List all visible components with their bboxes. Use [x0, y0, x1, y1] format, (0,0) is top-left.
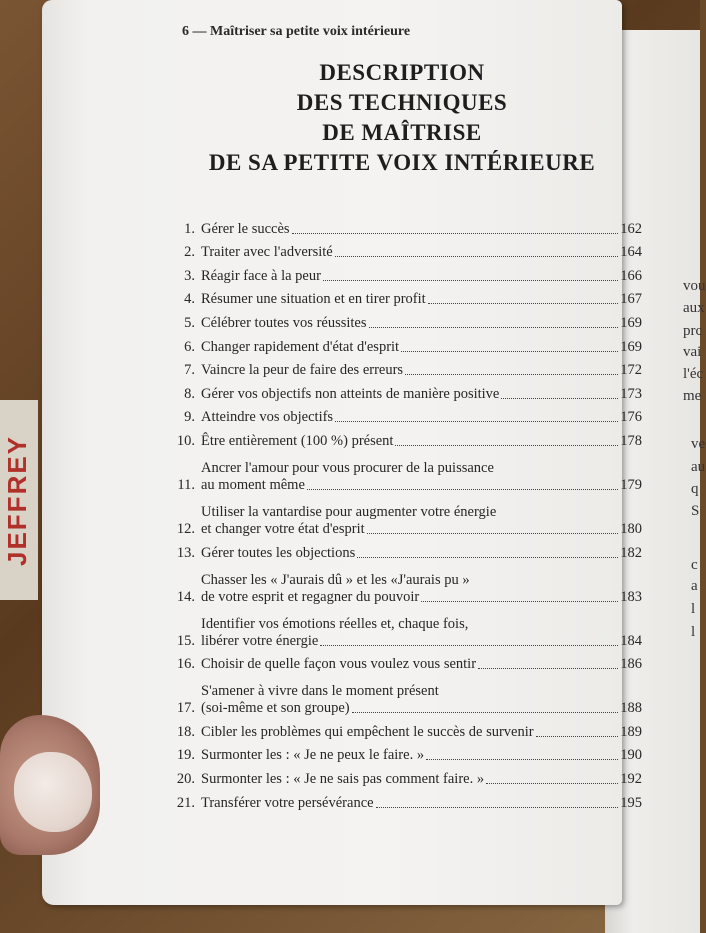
toc-dot-leader [478, 667, 618, 669]
toc-entry-page: 186 [620, 656, 642, 673]
toc-dot-leader [395, 444, 618, 446]
toc-entry-page: 164 [620, 244, 642, 261]
toc-entry-title: Célébrer toutes vos réussites [201, 314, 367, 331]
toc-entry-page: 162 [620, 220, 642, 237]
right-page-fragment: S [691, 503, 700, 519]
toc-entry-page: 166 [620, 267, 642, 284]
toc-entry-title: Changer rapidement d'état d'esprit [201, 338, 400, 355]
toc-entry-page: 195 [620, 794, 642, 811]
toc-entry [167, 673, 642, 717]
toc-entry-number: 20. [176, 770, 195, 787]
toc-entry-page: 173 [620, 385, 642, 402]
toc-entry-title: Ancrer l'amour pour vous procurer de la puissance [201, 459, 494, 476]
toc-entry-title: Transférer votre persévérance [201, 794, 374, 811]
toc-entry [167, 285, 642, 309]
toc-entry-title: Traiter avec l'adversité [201, 244, 333, 261]
toc-entry-title: Chasser les « J'aurais dû » et les «J'aurais pu » [201, 571, 470, 588]
toc-entry-page: 176 [620, 409, 642, 426]
toc-entry-number: 14. [176, 588, 195, 605]
toc-entry-title: Gérer vos objectifs non atteints de manière positive [201, 385, 500, 402]
toc-entry-title: Atteindre vos objectifs [201, 409, 334, 426]
toc-entry-page: 178 [620, 432, 642, 449]
toc-dot-leader [335, 420, 618, 422]
right-page-fragment: a [691, 578, 698, 594]
toc-entry [167, 562, 642, 606]
toc-entry-page: 184 [620, 632, 642, 649]
toc-dot-leader [320, 644, 618, 646]
toc-entry-number: 15. [176, 632, 195, 649]
toc-entry-page: 183 [620, 588, 642, 605]
toc-entry-number: 16. [176, 656, 195, 673]
toc-entry-number: 3. [184, 267, 195, 284]
running-head: 6 — Maîtriser sa petite voix intérieure [182, 24, 411, 39]
title-line: DES TECHNIQUES [296, 90, 508, 115]
toc-entry-number: 12. [176, 520, 195, 537]
table-of-contents [167, 214, 642, 812]
toc-entry-title: libérer votre énergie [201, 632, 319, 649]
toc-entry-page: 169 [620, 338, 642, 355]
toc-entry [167, 332, 642, 356]
toc-entry-page: 180 [620, 520, 642, 537]
toc-entry-title: Gérer le succès [201, 220, 290, 237]
toc-entry-number: 10. [176, 432, 195, 449]
toc-entry [167, 764, 642, 788]
toc-entry-title: S'amener à vivre dans le moment présent [201, 683, 439, 700]
toc-entry-title: Utiliser la vantardise pour augmenter votre énergie [201, 503, 497, 520]
toc-dot-leader [323, 279, 618, 281]
right-page-fragment: q [691, 481, 699, 497]
toc-dot-leader [536, 735, 619, 737]
toc-entry-title: Vaincre la peur de faire des erreurs [201, 362, 404, 379]
toc-dot-leader [369, 326, 619, 328]
thumbnail [14, 752, 92, 832]
right-page-fragment: l [691, 601, 696, 617]
right-page-fragment: prc [683, 323, 703, 339]
toc-dot-leader [428, 302, 619, 304]
right-page-fragment: me [683, 388, 702, 404]
toc-entry [167, 650, 642, 674]
toc-entry [167, 426, 642, 450]
toc-entry-title: Cibler les problèmes qui empêchent le succès de survenir [201, 723, 534, 740]
toc-entry [167, 494, 642, 538]
toc-entry [167, 356, 642, 380]
toc-entry-number: 21. [176, 794, 195, 811]
toc-entry-title: au moment même [201, 476, 305, 493]
toc-entry [167, 379, 642, 403]
toc-entry-number: 8. [184, 385, 195, 402]
toc-entry [167, 403, 642, 427]
toc-entry-number: 6. [184, 338, 195, 355]
toc-entry-title: Surmonter les : « Je ne sais pas comment faire. » [201, 770, 485, 787]
toc-entry [167, 238, 642, 262]
toc-entry-number: 17. [176, 700, 195, 717]
toc-entry-number: 5. [184, 314, 195, 331]
toc-entry-number: 2. [184, 244, 195, 261]
right-page-fragment: vou [683, 278, 706, 294]
right-page-fragment: l'éc [683, 366, 704, 382]
toc-dot-leader [357, 556, 618, 558]
toc-entry-title: Gérer toutes les objections [201, 544, 356, 561]
toc-entry-title: Identifier vos émotions réelles et, chaque fois, [201, 615, 469, 632]
toc-entry [167, 741, 642, 765]
toc-entry-number: 4. [184, 291, 195, 308]
toc-entry-title: Résumer une situation et en tirer profit [201, 291, 426, 308]
title-line: DE MAÎTRISE [322, 120, 482, 145]
toc-entry-title: Surmonter les : « Je ne peux le faire. » [201, 747, 425, 764]
title-line: DE SA PETITE VOIX INTÉRIEURE [208, 150, 596, 175]
right-page-fragment: l [691, 624, 696, 640]
left-book-spine-text: JEFFREY [2, 434, 32, 566]
toc-dot-leader [367, 532, 619, 534]
toc-dot-leader [307, 488, 618, 490]
toc-entry [167, 717, 642, 741]
book-page [42, 0, 642, 905]
right-page-fragment: au [691, 459, 706, 475]
toc-entry-number: 18. [176, 723, 195, 740]
toc-entry [167, 261, 642, 285]
toc-entry [167, 538, 642, 562]
toc-entry-title: Être entièrement (100 %) présent [201, 432, 394, 449]
toc-entry-page: 172 [620, 362, 642, 379]
toc-dot-leader [335, 255, 619, 257]
title-line: DESCRIPTION [319, 60, 485, 85]
toc-entry-page: 192 [620, 770, 642, 787]
toc-entry-page: 182 [620, 544, 642, 561]
toc-entry-title: et changer votre état d'esprit [201, 520, 365, 537]
toc-entry-page: 189 [620, 723, 642, 740]
toc-entry-number: 9. [184, 409, 195, 426]
toc-entry-title: (soi-même et son groupe) [201, 700, 350, 717]
right-page-fragment: aux [683, 300, 705, 316]
toc-dot-leader [292, 232, 619, 234]
toc-dot-leader [426, 758, 618, 760]
toc-entry [167, 308, 642, 332]
toc-entry-page: 169 [620, 314, 642, 331]
toc-entry-title: de votre esprit et regagner du pouvoir [201, 588, 420, 605]
toc-entry-page: 167 [620, 291, 642, 308]
toc-dot-leader [352, 711, 619, 713]
toc-entry [167, 214, 642, 238]
toc-entry-number: 19. [176, 747, 195, 764]
right-page-fragment: vai [683, 344, 702, 360]
toc-entry-title: Réagir face à la peur [201, 267, 321, 284]
toc-entry-number: 11. [177, 476, 195, 493]
toc-entry-number: 13. [176, 544, 195, 561]
toc-entry [167, 788, 642, 812]
toc-dot-leader [501, 397, 618, 399]
right-page-fragment: ve [691, 436, 706, 452]
right-page-fragment: c [691, 557, 698, 573]
toc-entry-page: 179 [620, 476, 642, 493]
toc-dot-leader [401, 350, 618, 352]
toc-entry-number: 1. [184, 220, 195, 237]
page-title [192, 58, 612, 178]
toc-entry-page: 190 [620, 747, 642, 764]
toc-entry [167, 450, 642, 494]
toc-dot-leader [486, 782, 618, 784]
toc-entry-number: 7. [184, 362, 195, 379]
toc-entry-page: 188 [620, 700, 642, 717]
toc-dot-leader [421, 600, 618, 602]
toc-entry [167, 606, 642, 650]
toc-dot-leader [376, 806, 619, 808]
toc-dot-leader [405, 373, 618, 375]
toc-entry-title: Choisir de quelle façon vous voulez vous sentir [201, 656, 477, 673]
